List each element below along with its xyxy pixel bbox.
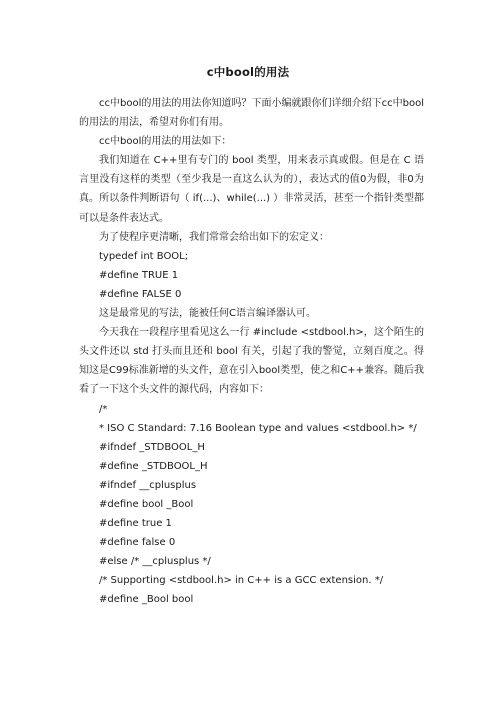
intro-paragraph: cc中bool的用法的用法你知道吗？下面小编就跟你们详细介绍下cc中bool的用法的用法，希望对你们有用。 <box>79 98 424 129</box>
code-line-define-false: #define false 0 <box>99 537 176 549</box>
code-line-comment-open: /* <box>99 403 108 415</box>
code-line-else-cplusplus: #else /* __cplusplus */ <box>99 556 211 568</box>
code-line-iso-standard: * ISO C Standard: 7.16 Boolean type and values <stdbool.h> */ <box>99 422 417 434</box>
code-line-ifndef-stdbool: #ifndef _STDBOOL_H <box>99 441 205 453</box>
macro-line-true: #define TRUE 1 <box>99 269 179 281</box>
code-line-ifndef-cplusplus: #ifndef __cplusplus <box>99 479 197 491</box>
document-body <box>79 94 424 610</box>
macro-line-false: #define FALSE 0 <box>99 288 182 300</box>
code-line-gcc-extension-comment: /* Supporting <stdbool.h> in C++ is a GCC extension. */ <box>99 575 384 587</box>
code-line-define-bool: #define bool _Bool <box>99 498 194 510</box>
document-title: c中bool的用法 <box>206 65 290 79</box>
bool-explanation-paragraph: 我们知道在 C++里有专门的 bool 类型，用来表示真或假。但是在 C 语言里没有这样的类型（至少我是一直这么认为的），表达式的值0为假，非0为真。所以条件判断语句（ if(...)、while(...) ）非常灵活，甚至一个指针类型都可以是条件表达式。 <box>79 155 424 224</box>
code-line-define-stdbool: #define _STDBOOL_H <box>99 460 208 472</box>
stdbool-paragraph: 今天我在一段程序里看见这么一行 #include <stdbool.h>，这个陌生的头文件还以 std 打头而且还和 bool 有关，引起了我的警觉，立刻百度之。得知这是C99标准新增的头文件，意在引入bool类型，使之和C++兼容。随后我看了一下这个头文件的源代码，内容如下： <box>79 327 424 396</box>
code-line-define-underscore-bool: #define _Bool bool <box>99 594 194 606</box>
code-line-define-true: #define true 1 <box>99 518 172 530</box>
usage-heading-paragraph: cc中bool的用法的用法如下： <box>99 136 232 148</box>
common-usage-paragraph: 这是最常见的写法，能被任何C语言编译器认可。 <box>99 308 316 320</box>
macro-line-typedef: typedef int BOOL; <box>99 250 189 262</box>
macro-intro-paragraph: 为了使程序更清晰，我们常常会给出如下的宏定义： <box>99 231 329 243</box>
